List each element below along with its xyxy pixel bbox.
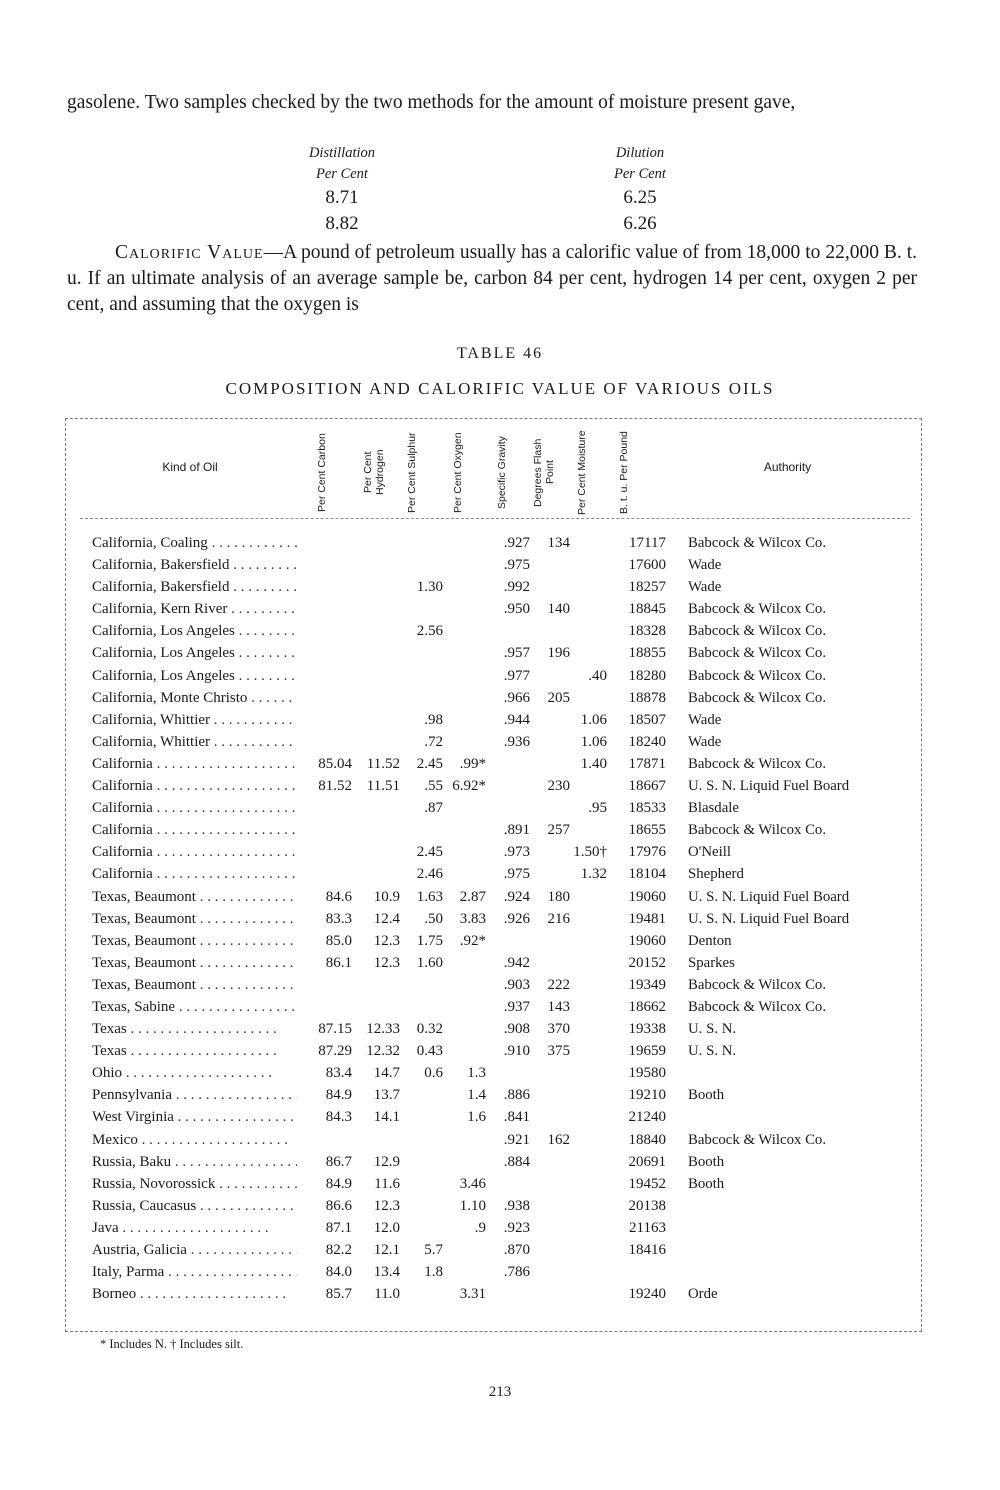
flash-point-cell: 140 [547,601,570,618]
authority-cell: U. S. N. [688,1021,737,1038]
page-number: 213 [488,1384,512,1400]
carbon-cell: 86.7 [325,1153,352,1170]
btu-cell: 20691 [628,1153,666,1170]
oil-kind-cell: California . . . [92,756,297,773]
dilution-column [560,143,720,237]
intro-paragraph: gasolene. Two samples checked by the two methods for the amount of moisture present gave, [67,92,796,113]
hydrogen-cell: 11.51 [366,778,400,795]
header-hydrogen: Per Cent Hydrogen [362,449,386,496]
header-flash-point: Degrees Flash Point [532,438,556,507]
gravity-cell: .891 [503,822,530,839]
table-row [0,909,1000,931]
flash-point-cell: 162 [547,1131,570,1148]
table-row [0,864,1000,886]
oil-kind-cell: California . . . [92,822,297,839]
table-footnote: * Includes N. † Includes silt. [100,1337,244,1351]
hydrogen-cell: 11.0 [374,1286,400,1303]
oil-kind-cell: Austria, Galicia . . . [92,1242,297,1259]
btu-cell: 19240 [628,1286,666,1303]
sulphur-cell: 1.30 [416,579,443,596]
gravity-cell: .973 [503,844,530,861]
table-row [0,997,1000,1019]
btu-cell: 18257 [628,579,666,596]
authority-cell: Sparkes [688,954,735,971]
dilution-value: 6.26 [623,213,657,234]
authority-cell: Babcock & Wilcox Co. [688,1131,827,1148]
gravity-cell: .886 [503,1087,530,1104]
hydrogen-cell: 13.4 [373,1264,400,1281]
table-number: TABLE 46 [456,345,544,362]
dilution-heading: Dilution [615,145,665,161]
hydrogen-cell: 11.52 [366,755,400,772]
oxygen-cell: 2.87 [459,888,486,905]
sulphur-cell: 5.7 [424,1242,443,1258]
sulphur-cell: 2.45 [416,755,443,772]
moisture-cell: .95 [588,800,607,817]
gravity-cell: .926 [503,910,530,927]
table-row [0,533,1000,555]
gravity-cell: .910 [503,1043,530,1060]
gravity-cell: .975 [503,866,530,883]
btu-cell: 18855 [628,645,666,662]
table-row [0,820,1000,842]
oxygen-cell: .9 [474,1219,486,1236]
btu-cell: 19060 [628,888,666,905]
oxygen-cell: 3.31 [459,1286,486,1303]
oil-kind-cell: Texas, Sabine . . . [92,999,297,1016]
btu-cell: 17871 [628,755,666,772]
oil-kind-cell: Pennsylvania . . . [92,1087,297,1104]
hydrogen-cell: 12.32 [366,1043,400,1060]
gravity-cell: .841 [503,1109,530,1126]
sulphur-cell: .98 [424,711,443,728]
oxygen-cell: 6.92* [452,778,486,795]
oil-kind-cell: California . . . [92,800,297,817]
table-row [0,1262,1000,1284]
authority-cell: Babcock & Wilcox Co. [688,623,827,640]
sulphur-cell: 1.8 [424,1264,443,1281]
oil-kind-cell: Texas, Beaumont . . . [92,911,297,928]
table-row [0,555,1000,577]
moisture-cell: .40 [588,667,607,684]
hydrogen-cell: 11.6 [374,1175,400,1192]
btu-cell: 18662 [628,998,666,1015]
btu-cell: 19338 [628,1021,666,1038]
flash-point-cell: 375 [547,1043,570,1060]
oil-kind-cell: California, Kern River . . . [92,601,297,618]
oil-kind-cell: Texas . . . [92,1043,297,1060]
authority-cell: Blasdale [688,800,739,817]
table-row [0,1085,1000,1107]
oil-kind-cell: California, Los Angeles . . . [92,623,297,640]
table-row [0,643,1000,665]
gravity-cell: .786 [503,1264,530,1281]
authority-cell: Wade [688,733,722,750]
table-row [0,1218,1000,1240]
sulphur-cell: .72 [424,733,443,750]
table-row [0,975,1000,997]
btu-cell: 21240 [628,1109,666,1126]
flash-point-cell: 143 [547,998,570,1015]
table-row [0,953,1000,975]
btu-cell: 18533 [628,800,666,817]
table-row [0,710,1000,732]
table-row [0,732,1000,754]
btu-cell: 19210 [628,1087,666,1104]
gravity-cell: .921 [503,1131,530,1148]
btu-cell: 18667 [628,778,666,795]
header-btu: B. t. u. Per Pound [618,431,630,514]
gravity-cell: .957 [503,645,530,662]
oil-kind-cell: California . . . [92,844,297,861]
sulphur-cell: .87 [424,800,443,817]
btu-cell: 20152 [628,954,666,971]
header-carbon: Per Cent Carbon [316,433,328,512]
authority-cell: Babcock & Wilcox Co. [688,998,827,1015]
oil-kind-cell: California, Los Angeles . . . [92,645,297,662]
sulphur-cell: 1.75 [416,932,443,949]
distillation-value: 8.71 [325,187,359,208]
gravity-cell: .966 [503,689,530,706]
btu-cell: 18280 [628,667,666,684]
carbon-cell: 85.7 [325,1286,352,1303]
authority-cell: Babcock & Wilcox Co. [688,976,827,993]
btu-cell: 18328 [628,623,666,640]
btu-cell: 18845 [628,601,666,618]
hydrogen-cell: 12.9 [373,1153,400,1170]
oil-kind-cell: Russia, Baku . . . [92,1154,297,1171]
btu-cell: 19349 [628,976,666,993]
flash-point-cell: 180 [547,888,570,905]
table-row [0,1063,1000,1085]
sulphur-cell: 0.6 [424,1065,443,1082]
moisture-cell: 1.06 [580,711,607,728]
table-row [0,599,1000,621]
sulphur-cell: 1.63 [416,888,443,905]
oil-kind-cell: Java . . . [92,1220,297,1237]
hydrogen-cell: 10.9 [373,888,400,905]
flash-point-cell: 196 [547,645,570,662]
moisture-cell: 1.32 [580,866,607,883]
carbon-cell: 83.4 [325,1065,352,1082]
btu-cell: 18840 [628,1131,666,1148]
flash-point-cell: 370 [547,1021,570,1038]
oil-kind-cell: Italy, Parma . . . [92,1264,297,1281]
btu-cell: 19452 [628,1175,666,1192]
authority-cell: Babcock & Wilcox Co. [688,755,827,772]
gravity-cell: .903 [503,976,530,993]
authority-cell: O'Neill [688,844,731,861]
oil-kind-cell: California . . . [92,866,297,883]
authority-cell: Booth [688,1153,725,1170]
sulphur-cell: 0.32 [416,1021,443,1038]
carbon-cell: 81.52 [318,778,352,795]
btu-cell: 19481 [628,910,666,927]
hydrogen-cell: 12.3 [373,954,400,971]
oxygen-cell: 3.83 [459,910,486,927]
distillation-column [262,143,422,237]
table-row [0,931,1000,953]
table-row [0,798,1000,820]
table-row [0,577,1000,599]
oxygen-cell: 3.46 [459,1175,486,1192]
dilution-unit: Per Cent [614,166,666,182]
gravity-cell: .923 [503,1219,530,1236]
btu-cell: 17976 [628,844,666,861]
header-moisture: Per Cent Moisture [576,430,588,515]
gravity-cell: .884 [503,1153,530,1170]
flash-point-cell: 134 [547,535,570,551]
authority-cell: U. S. N. Liquid Fuel Board [688,910,850,927]
gravity-cell: .938 [503,1197,530,1214]
header-specific-gravity: Specific Gravity [496,436,508,509]
authority-cell: U. S. N. Liquid Fuel Board [688,888,850,905]
gravity-cell: .927 [503,535,530,551]
header-oxygen: Per Cent Oxygen [452,432,464,513]
authority-cell: Wade [688,579,722,596]
oxygen-cell: 1.4 [467,1087,486,1104]
oxygen-cell: 1.6 [467,1109,486,1126]
oil-kind-cell: West Virginia . . . [92,1109,297,1126]
btu-cell: 17117 [629,535,666,551]
oxygen-cell: .92* [459,932,486,949]
sulphur-cell: 2.56 [416,623,443,640]
sulphur-cell: 2.46 [416,866,443,883]
hydrogen-cell: 14.7 [373,1065,400,1082]
flash-point-cell: 230 [547,778,570,795]
carbon-cell: 84.0 [325,1264,352,1281]
moisture-cell: 1.50† [573,844,607,861]
carbon-cell: 87.29 [318,1043,352,1060]
oil-kind-cell: Mexico . . . [92,1132,297,1149]
table-row [0,1284,1000,1306]
btu-cell: 17600 [628,557,666,574]
authority-cell: Babcock & Wilcox Co. [688,822,827,839]
oil-kind-cell: California, Monte Christo . . . [92,690,297,707]
table-row [0,1152,1000,1174]
gravity-cell: .942 [503,954,530,971]
authority-cell: U. S. N. Liquid Fuel Board [688,778,850,795]
gravity-cell: .977 [503,667,530,684]
carbon-cell: 84.6 [325,888,352,905]
carbon-cell: 84.3 [325,1109,352,1126]
oil-kind-cell: Borneo . . . [92,1286,297,1303]
gravity-cell: .975 [503,557,530,574]
btu-cell: 18104 [628,866,666,883]
distillation-heading: Distillation [308,145,376,161]
btu-cell: 18878 [628,689,666,706]
authority-cell: Booth [688,1087,725,1104]
oil-kind-cell: California, Whittier . . . [92,734,297,751]
sulphur-cell: 2.45 [416,844,443,861]
hydrogen-cell: 12.3 [373,932,400,949]
authority-cell: Booth [688,1175,725,1192]
carbon-cell: 86.1 [325,954,352,971]
authority-cell: Wade [688,557,722,574]
dilution-value: 6.25 [623,187,657,208]
table-body [0,533,1000,1306]
gravity-cell: .936 [503,733,530,750]
table-row [0,621,1000,643]
table-row [0,1196,1000,1218]
oxygen-cell: 1.10 [459,1197,486,1214]
carbon-cell: 84.9 [325,1087,352,1104]
gravity-cell: .908 [503,1021,530,1038]
flash-point-cell: 257 [547,822,570,839]
carbon-cell: 85.04 [318,755,352,772]
hydrogen-cell: 12.33 [366,1021,400,1038]
hydrogen-cell: 14.1 [373,1109,400,1126]
btu-cell: 18507 [628,711,666,728]
oil-kind-cell: Ohio . . . [92,1065,297,1082]
hydrogen-cell: 12.0 [373,1219,400,1236]
authority-cell: Orde [688,1286,718,1303]
authority-cell: Babcock & Wilcox Co. [688,645,827,662]
header-kind-of-oil: Kind of Oil [162,460,218,474]
btu-cell: 18416 [628,1242,666,1258]
table-row [0,1240,1000,1262]
calorific-lead: Calorific Value [115,242,264,263]
table-row [0,776,1000,798]
hydrogen-cell: 12.3 [373,1197,400,1214]
btu-cell: 19659 [628,1043,666,1060]
btu-cell: 18240 [628,733,666,750]
authority-cell: Wade [688,711,722,728]
carbon-cell: 82.2 [325,1242,352,1258]
hydrogen-cell: 13.7 [373,1087,400,1104]
hydrogen-cell: 12.1 [373,1242,400,1258]
table-row [0,754,1000,776]
authority-cell: Denton [688,932,732,949]
table-row [0,1107,1000,1129]
gravity-cell: .870 [503,1242,530,1258]
oil-kind-cell: California, Coaling . . . [92,535,297,552]
oil-kind-cell: California, Los Angeles . . . [92,668,297,685]
sulphur-cell: 0.43 [416,1043,443,1060]
btu-cell: 18655 [628,822,666,839]
hydrogen-cell: 12.4 [373,910,400,927]
carbon-cell: 86.6 [325,1197,352,1214]
calorific-paragraph [67,240,917,318]
flash-point-cell: 205 [547,689,570,706]
oil-kind-cell: California . . . [92,778,297,795]
oil-kind-cell: California, Bakersfield . . . [92,557,297,574]
carbon-cell: 85.0 [325,932,352,949]
header-sulphur: Per Cent Sulphur [406,432,418,513]
oil-kind-cell: Russia, Caucasus . . . [92,1198,297,1215]
btu-cell: 19060 [628,932,666,949]
carbon-cell: 87.15 [318,1021,352,1038]
header-divider [80,518,910,519]
sulphur-cell: .50 [424,910,443,927]
btu-cell: 21163 [629,1219,666,1236]
btu-cell: 20138 [628,1197,666,1214]
gravity-cell: .992 [503,579,530,596]
oil-kind-cell: Texas . . . [92,1021,297,1038]
btu-cell: 19580 [628,1065,666,1082]
oil-kind-cell: California, Bakersfield . . . [92,579,297,596]
distillation-value: 8.82 [325,213,359,234]
table-row [0,1130,1000,1152]
authority-cell: Babcock & Wilcox Co. [688,601,827,618]
table-row [0,842,1000,864]
authority-cell: Shepherd [688,866,744,883]
moisture-cell: 1.06 [580,733,607,750]
gravity-cell: .950 [503,601,530,618]
table-row [0,666,1000,688]
sulphur-cell: 1.60 [416,954,443,971]
flash-point-cell: 222 [547,976,570,993]
gravity-cell: .924 [503,888,530,905]
calorific-text: —A pound of petroleum usually has a calorific value of from 18,000 to 22,000 B. t. u. If an ultimate analysis of an average sample be, carbon 84 per cent, hydrogen 14 per cent, oxygen 2 per cent, and assuming that the oxygen is [67,242,917,315]
oil-kind-cell: Texas, Beaumont . . . [92,977,297,994]
moisture-cell: 1.40 [580,755,607,772]
table-row [0,887,1000,909]
carbon-cell: 87.1 [325,1219,352,1236]
carbon-cell: 83.3 [325,910,352,927]
authority-cell: Babcock & Wilcox Co. [688,689,827,706]
table-row [0,1174,1000,1196]
carbon-cell: 84.9 [325,1175,352,1192]
oil-kind-cell: Russia, Novorossick . . . [92,1176,297,1193]
oil-kind-cell: Texas, Beaumont . . . [92,955,297,972]
authority-cell: Babcock & Wilcox Co. [688,535,827,551]
sulphur-cell: .55 [424,778,443,795]
authority-cell: U. S. N. [688,1043,737,1060]
table-row [0,1019,1000,1041]
distillation-unit: Per Cent [316,166,368,182]
gravity-cell: .944 [503,711,530,728]
table-row [0,688,1000,710]
table-title: COMPOSITION AND CALORIFIC VALUE OF VARIOUS OILS [225,379,775,398]
gravity-cell: .937 [503,998,530,1015]
oil-kind-cell: Texas, Beaumont . . . [92,933,297,950]
table-row [0,1041,1000,1063]
oxygen-cell: .99* [459,755,486,772]
oil-kind-cell: California, Whittier . . . [92,712,297,729]
oil-kind-cell: Texas, Beaumont . . . [92,889,297,906]
header-authority: Authority [763,460,812,474]
authority-cell: Babcock & Wilcox Co. [688,667,827,684]
flash-point-cell: 216 [547,910,570,927]
oxygen-cell: 1.3 [467,1065,486,1082]
